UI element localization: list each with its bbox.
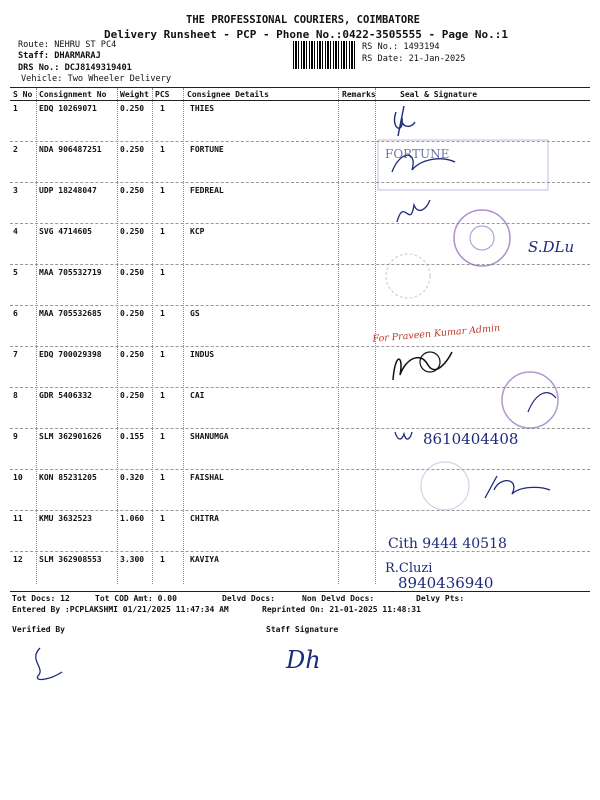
cell-sno: 4 bbox=[13, 227, 18, 236]
cell-pcs: 1 bbox=[160, 514, 165, 523]
cell-consignment: EDQ 700029398 bbox=[39, 350, 102, 359]
cell-sno: 2 bbox=[13, 145, 18, 154]
cell-sno: 1 bbox=[13, 104, 18, 113]
cell-pcs: 1 bbox=[160, 145, 165, 154]
handwritten-note-row6: For Praveen Kumar Admin bbox=[372, 322, 501, 345]
cell-consignment: KON 85231205 bbox=[39, 473, 97, 482]
cell-pcs: 1 bbox=[160, 350, 165, 359]
col-remarks: Remarks bbox=[342, 90, 376, 99]
signature-row1 bbox=[394, 106, 415, 136]
handwritten-name-row12: R.Cluzi bbox=[385, 561, 433, 576]
cell-weight: 0.320 bbox=[120, 473, 145, 482]
cell-consignee: FEDREAL bbox=[190, 186, 224, 195]
cell-consignment: UDP 18248047 bbox=[39, 186, 97, 195]
cell-weight: 0.250 bbox=[120, 309, 145, 318]
total-docs: Tot Docs: 12 bbox=[12, 594, 70, 603]
cell-pcs: 1 bbox=[160, 555, 165, 564]
cell-consignment: MAA 705532719 bbox=[39, 268, 102, 277]
col-consignment: Consignment No bbox=[39, 90, 107, 99]
entered-by: Entered By :PCPLAKSHMI 01/21/2025 11:47:34 AM bbox=[12, 605, 229, 614]
cell-consignment: SLM 362901626 bbox=[39, 432, 102, 441]
signature-row7-loop bbox=[420, 352, 440, 372]
cell-weight: 0.250 bbox=[120, 227, 145, 236]
handwritten-phone-row11: Cith 9444 40518 bbox=[388, 536, 507, 552]
cell-sno: 11 bbox=[13, 514, 23, 523]
cell-consignee: KAVIYA bbox=[190, 555, 219, 564]
cell-consignee: KCP bbox=[190, 227, 205, 236]
cell-sno: 10 bbox=[13, 473, 23, 482]
cell-weight: 1.060 bbox=[120, 514, 145, 523]
col-pcs: PCS bbox=[155, 90, 170, 99]
cell-sno: 5 bbox=[13, 268, 18, 277]
cell-weight: 0.250 bbox=[120, 104, 145, 113]
cell-consignment: EDQ 10269071 bbox=[39, 104, 97, 113]
cell-consignee: SHANUMGA bbox=[190, 432, 229, 441]
cell-weight: 0.250 bbox=[120, 186, 145, 195]
footer-rule bbox=[10, 591, 590, 592]
delivered-docs: Delvd Docs: bbox=[222, 594, 275, 603]
cell-weight: 0.250 bbox=[120, 350, 145, 359]
cell-weight: 0.250 bbox=[120, 391, 145, 400]
cell-consignment: KMU 3632523 bbox=[39, 514, 92, 523]
verified-signature bbox=[36, 648, 62, 679]
cell-consignee: THIES bbox=[190, 104, 215, 113]
signature-row9 bbox=[395, 432, 412, 439]
handwritten-phone-row12: 8940436940 bbox=[398, 574, 494, 592]
cell-consignment: NDA 906487251 bbox=[39, 145, 102, 154]
cell-consignee: CAI bbox=[190, 391, 205, 400]
cell-consignee: FORTUNE bbox=[190, 145, 224, 154]
cell-consignment: GDR 5406332 bbox=[39, 391, 92, 400]
cell-consignee: INDUS bbox=[190, 350, 215, 359]
cell-consignee: FAISHAL bbox=[190, 473, 224, 482]
signature-row3 bbox=[397, 200, 430, 222]
cell-pcs: 1 bbox=[160, 186, 165, 195]
staff-label: Staff: DHARMARAJ bbox=[18, 51, 101, 61]
cell-pcs: 1 bbox=[160, 104, 165, 113]
cell-consignee: CHITRA bbox=[190, 514, 219, 523]
cell-consignment: MAA 705532685 bbox=[39, 309, 102, 318]
round-stamp-row4 bbox=[454, 210, 510, 266]
signature-row4: S.DLu bbox=[528, 238, 575, 256]
cell-sno: 6 bbox=[13, 309, 18, 318]
round-stamp-row5 bbox=[386, 254, 430, 298]
signature-row10 bbox=[485, 476, 550, 498]
cell-weight: 0.250 bbox=[120, 145, 145, 154]
cell-sno: 12 bbox=[13, 555, 23, 564]
reprinted-on: Reprinted On: 21-01-2025 11:48:31 bbox=[262, 605, 421, 614]
cell-weight: 3.300 bbox=[120, 555, 145, 564]
cell-pcs: 1 bbox=[160, 473, 165, 482]
vehicle-label: Vehicle: Two Wheeler Delivery bbox=[21, 74, 172, 84]
stamp-row2-text: FORTUNE bbox=[385, 147, 450, 161]
cell-pcs: 1 bbox=[160, 309, 165, 318]
col-seal: Seal & Signature bbox=[400, 90, 478, 99]
delivery-points: Delvy Pts: bbox=[416, 594, 465, 603]
round-stamp-row4-inner bbox=[470, 226, 494, 250]
cell-consignee: GS bbox=[190, 309, 200, 318]
route-label: Route: NEHRU ST PC4 bbox=[18, 40, 117, 50]
cell-sno: 9 bbox=[13, 432, 18, 441]
round-stamp-row8 bbox=[502, 372, 558, 428]
non-delivered-docs: Non Delvd Docs: bbox=[302, 594, 375, 603]
staff-signature-mark: Dh bbox=[286, 646, 321, 674]
cell-pcs: 1 bbox=[160, 268, 165, 277]
col-weight: Weight bbox=[120, 90, 149, 99]
rs-date: RS Date: 21-Jan-2025 bbox=[362, 54, 466, 64]
signature-row8 bbox=[528, 393, 556, 412]
cell-consignment: SVG 4714605 bbox=[39, 227, 92, 236]
round-stamp-row10 bbox=[421, 462, 469, 510]
cell-consignment: SLM 362908553 bbox=[39, 555, 102, 564]
cell-weight: 0.250 bbox=[120, 268, 145, 277]
rs-number: RS No.: 1493194 bbox=[362, 42, 440, 52]
cell-sno: 7 bbox=[13, 350, 18, 359]
cell-sno: 8 bbox=[13, 391, 18, 400]
cell-weight: 0.155 bbox=[120, 432, 145, 441]
handwritten-phone-row9: 8610404408 bbox=[423, 430, 519, 448]
cell-pcs: 1 bbox=[160, 227, 165, 236]
cell-sno: 3 bbox=[13, 186, 18, 195]
staff-signature-label: Staff Signature bbox=[266, 625, 339, 634]
col-sno: S No bbox=[13, 90, 33, 99]
runsheet-subtitle: Delivery Runsheet - PCP - Phone No.:0422-3505555 - Page No.:1 bbox=[104, 28, 508, 41]
drs-label: DRS No.: DCJ8149319401 bbox=[18, 63, 132, 73]
cell-pcs: 1 bbox=[160, 391, 165, 400]
cell-pcs: 1 bbox=[160, 432, 165, 441]
total-cod: Tot COD Amt: 0.00 bbox=[95, 594, 177, 603]
verified-by-label: Verified By bbox=[12, 625, 65, 634]
col-consignee: Consignee Details bbox=[187, 90, 269, 99]
company-title: THE PROFESSIONAL COURIERS, COIMBATORE bbox=[186, 14, 420, 26]
